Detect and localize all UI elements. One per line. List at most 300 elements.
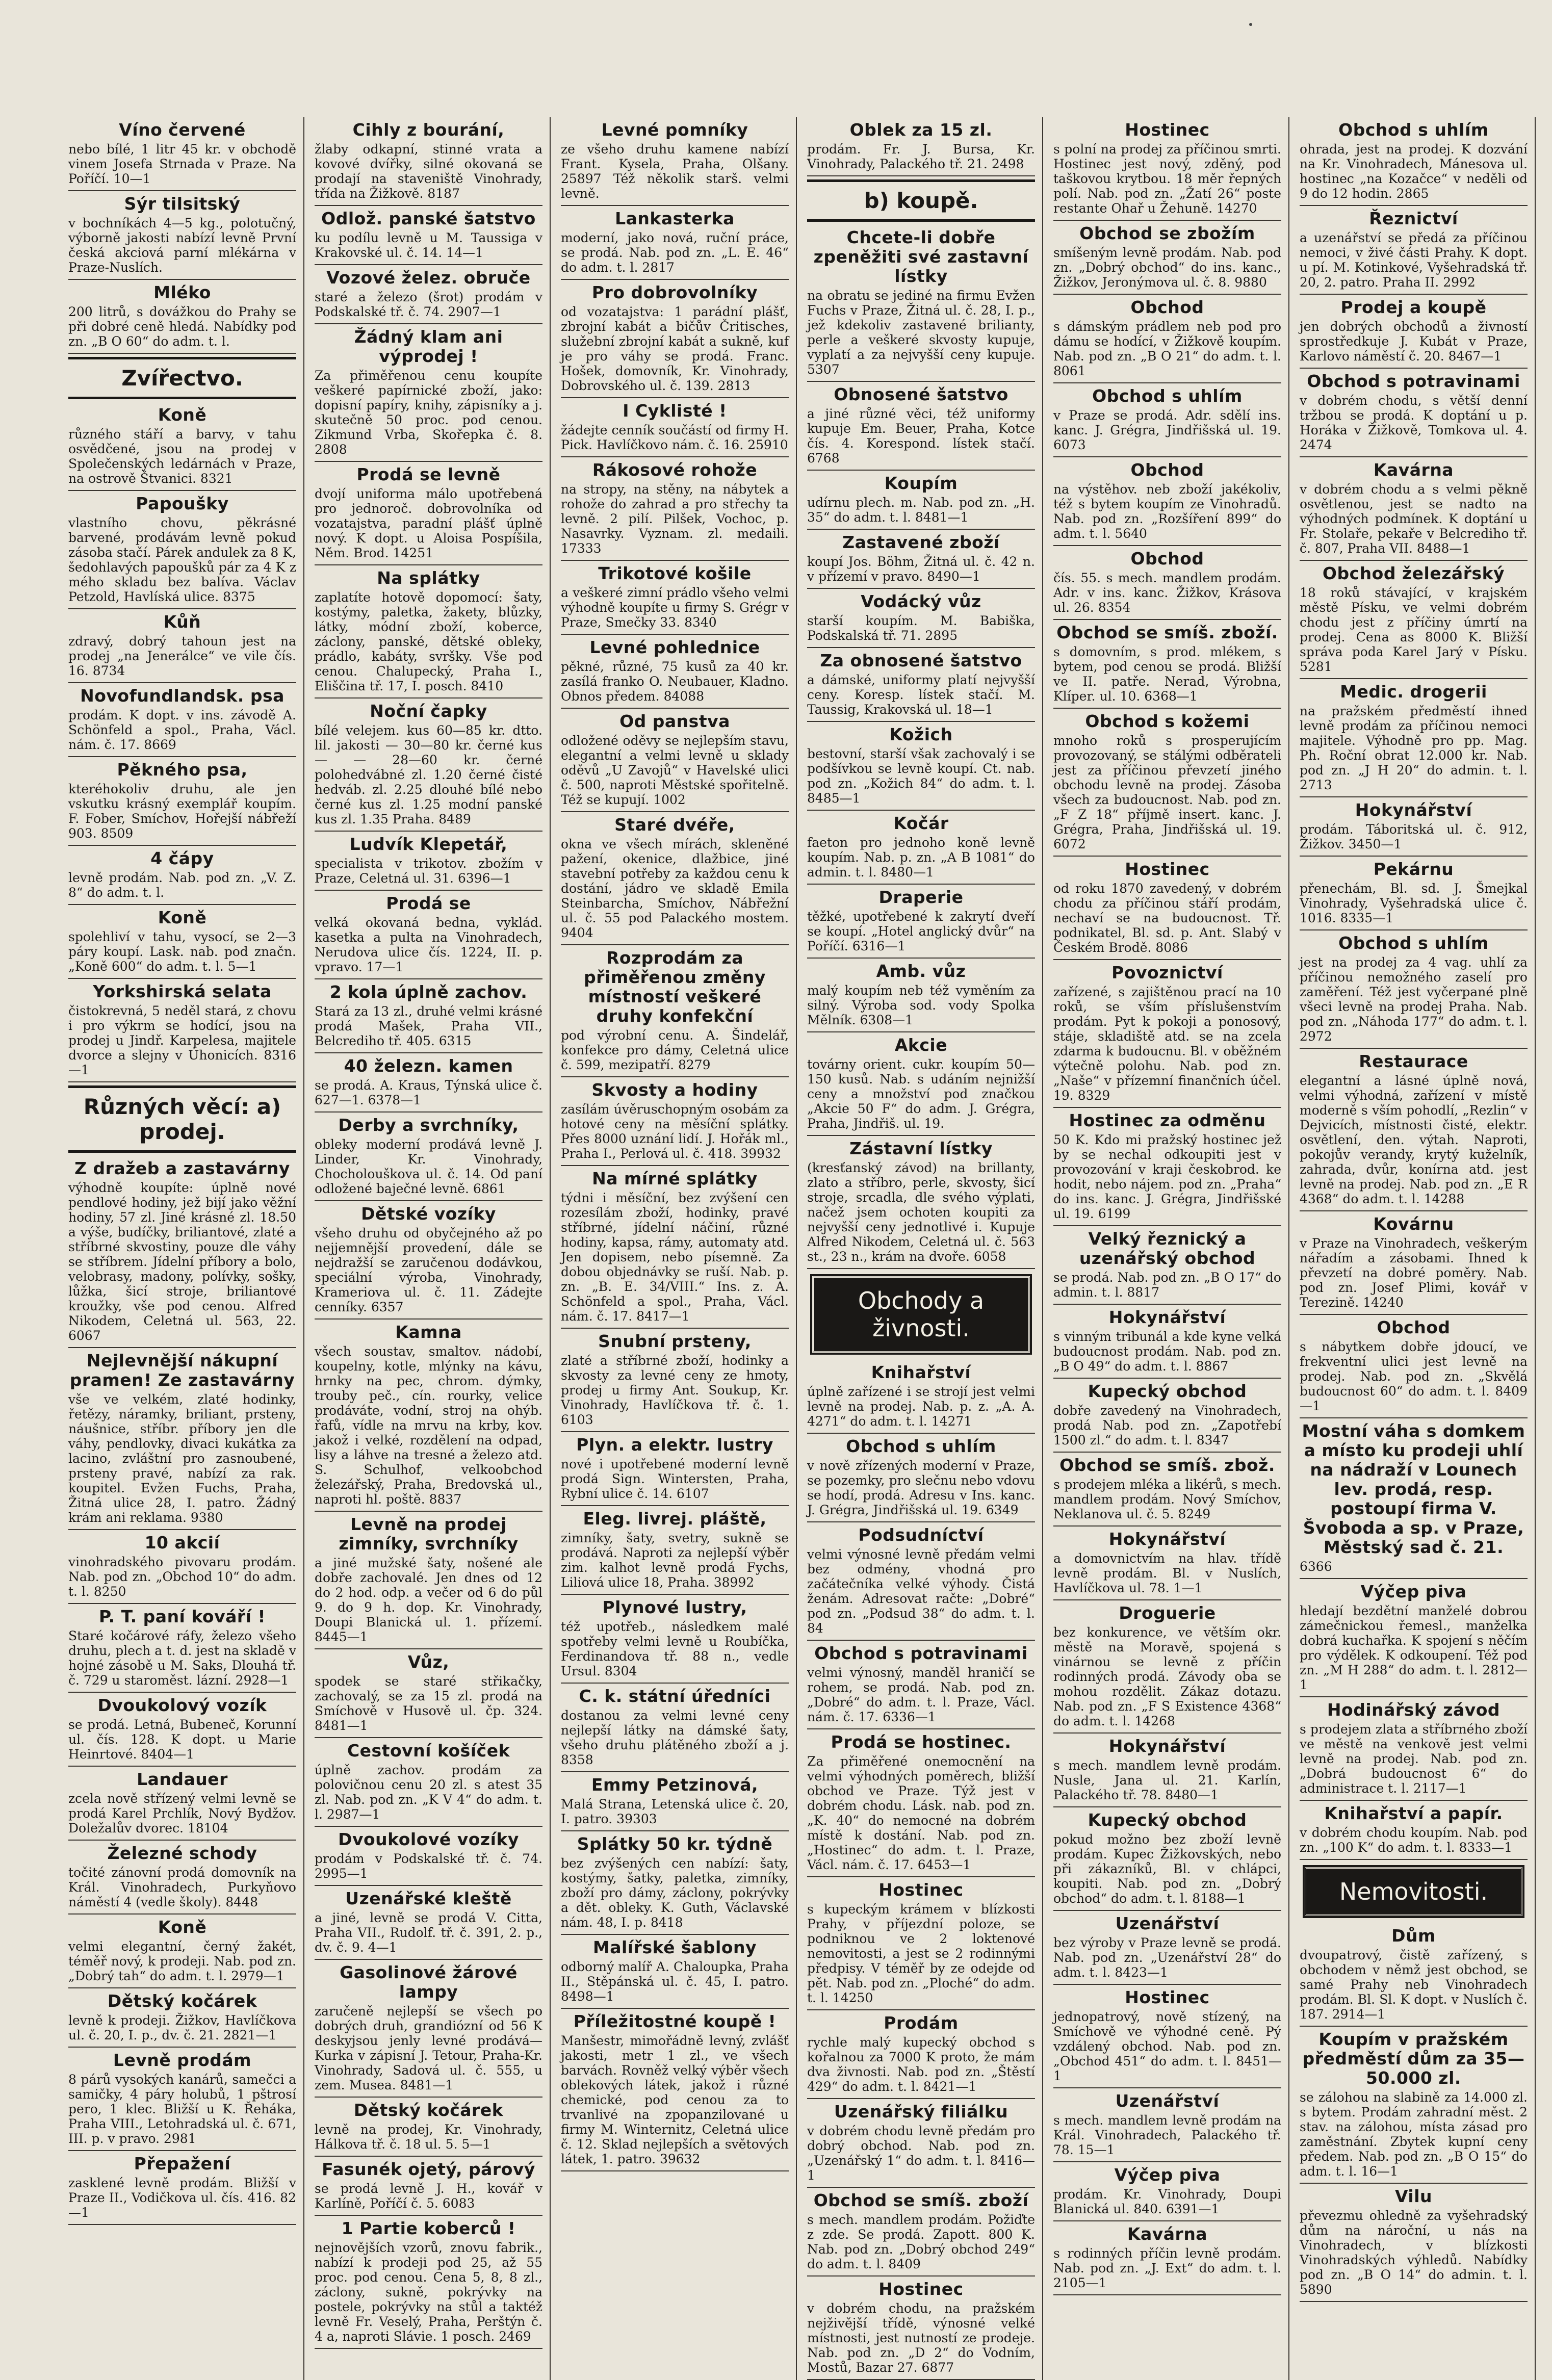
ad-title: Kupecký obchod <box>1088 1381 1247 1401</box>
classified-ad <box>315 1960 542 2098</box>
ad-title: Výčep piva <box>1114 2165 1221 2185</box>
ad-text: Za přiměřenou cenu koupíte veškeré papírnické zboží, jako: dopisní papíry, knihy, zápisníky a j. skutečně 50 proc. pod cenou. Zikmund Vrba, Skořepka č. 8. 2808 <box>315 368 542 457</box>
ad-text: pěkné, různé, 75 kusů za 40 kr. zasílá franko O. Neubauer, Kladno. Obnos předem. 84088 <box>561 659 789 704</box>
column-4 <box>800 117 1043 2380</box>
ad-title: Chcete-li dobře zpeněžiti své zastavní lístky <box>813 227 1029 286</box>
ad-title: Zastavené zboží <box>842 532 1000 552</box>
ad-text: a veškeré zimní prádlo všeho velmi výhodně koupíte u firmy S. Grégr v Praze, Smečky 33. 8340 <box>561 585 789 630</box>
ad-title: 1 Partie koberců ! <box>341 2218 516 2238</box>
ad-text: prodám. Táboritská ul. č. 912, Žižkov. 3450—1 <box>1300 822 1528 851</box>
classified-ad <box>68 1604 296 1693</box>
ad-text: přenechám, Bl. sd. J. Šmejkal Vinohrady, Vyšehradská ulice č. 1016. 8335—1 <box>1300 881 1528 925</box>
classified-ad <box>315 565 542 699</box>
ad-title: Obchod <box>1130 297 1204 317</box>
ad-title: Kožich <box>889 725 953 744</box>
section-heading: Zvířectvo. <box>68 357 296 399</box>
ad-title: Noční čapky <box>370 701 487 721</box>
ad-text: s mech. mandlem prodám. Požiďte z zde. Se prodá. Zapott. 800 K. Nab. pod zn. „Dobrý obchod 249“ do adm. t. l. 8409 <box>807 2212 1035 2271</box>
classified-ad <box>1300 561 1528 679</box>
classified-ad <box>561 709 789 812</box>
ad-title: Přepažení <box>134 2154 231 2174</box>
ad-title: Akcie <box>894 1035 948 1055</box>
classified-ad <box>1300 206 1528 295</box>
classified-ad <box>1300 1211 1528 1315</box>
classified-ad <box>561 1329 789 1432</box>
classified-ad <box>807 589 1035 648</box>
ad-text: v dobrém chodu, s větší denní tržbou se prodá. K doptání u p. Horáka v Žižkově, Tomkova ul. 4. 2474 <box>1300 393 1528 452</box>
classified-ad <box>315 832 542 891</box>
classified-ad <box>561 561 789 635</box>
classified-ad <box>561 635 789 709</box>
ad-title: Obchod <box>1130 460 1204 480</box>
ad-text: od vozatajstva: 1 parádní plášť, zbrojní kabát a bičův Čritisches, služební zbrojní kabát a sukně, kuf je pro váhy se prodá. Franc. Hošek, domovník, Kr. Vinohrady, Dobrovského ul. č. 139. 2813 <box>561 304 789 393</box>
classified-ad <box>561 2009 789 2171</box>
ad-text: a jiné, levně se prodá V. Citta, Praha VII., Rudolf. tř. č. 391, 2. p., dv. č. 9. 4—1 <box>315 1910 542 1955</box>
section-heading: Různých věcí: a) prodej. <box>68 1085 296 1153</box>
ad-text: 18 roků stávající, v krajském městě Písku, ve velmi dobrém chodu jest z příčiny úmrtí na prodej. Cena as 8000 K. Bližší správa poda Karel Jarý v Písku. 5281 <box>1300 585 1528 674</box>
ad-text: zdravý, dobrý tahoun jest na prodej „na Jenerálce“ ve vile čís. 16. 8734 <box>68 634 296 678</box>
column-6 <box>1292 117 1536 2380</box>
ad-title: 2 kola úplně zachov. <box>329 982 528 1002</box>
classified-ad <box>807 471 1035 530</box>
classified-ad <box>807 2010 1035 2099</box>
classified-ad <box>1053 620 1281 709</box>
classified-ad <box>1300 930 1528 1049</box>
ad-text: v dobrém chodu a s velmi pěkně osvětlenou, jest se nadto na výhodných podmínek. K doptání u Fr. Stolaře, pekaře v Belcrediho tř. č. 807, Praha VII. 8488—1 <box>1300 482 1528 556</box>
ad-title: Řeznictví <box>1369 209 1458 228</box>
classified-ad <box>561 1595 789 1684</box>
ad-text: odložené oděvy se nejlepším stavu, elegantní a velmi levně u sklady oděvů „U Zavojů“ v Havelské ulici č. 500, naproti Městské spořitelně. Též se kupují. 1002 <box>561 733 789 807</box>
ad-text: s prodejem zlata a stříbrného zboží ve městě na venkově jest velmi levně na prodej. Nab. pod zn. „Dobrá budoucnost 6“ do administrace t. l. 2117—1 <box>1300 1722 1528 1796</box>
ad-text: bílé velejem. kus 60—85 kr. dtto. lil. jakosti — 30—80 kr. černé kus — — 28—60 kr. černé polohedvábné zl. 1.20 černé čisté hedváb. zl. 2.25 dlouhé bílé nebo černé kus zl. 1.25 modní panské kus zl. 1.35 Praha. 8489 <box>315 723 542 826</box>
ad-text: čís. 55. s mech. mandlem prodám. Adr. v ins. kanc. Žižkov, Krásova ul. 26. 8354 <box>1053 571 1281 615</box>
classified-ad <box>315 1886 542 1960</box>
ad-text: zcela nově střízený velmi levně se prodá Karel Prchlík, Nový Bydžov. Doležalův dvorec. 18104 <box>68 1791 296 1835</box>
ad-title: Železné schody <box>107 1843 257 1863</box>
ad-title: Příležitostné koupě ! <box>573 2011 777 2031</box>
ad-text: všech soustav, smaltov. nádobí, koupelny, kotle, mlýnky na kávu, hrnky na pec, chrom. dýmky, trouby peč., cín. rourky, velice prodáváte, vodní, stroj na ohýb. řafů, vídle na mrvu na krby, kov. jakož i velké, rozdělení na odpad, lisy a láhve na tresné a železo atd. S. Schulhof, velkoobchod železářský, Praha, Bredovská ul., naproti hl. poště. 8837 <box>315 1344 542 1507</box>
classified-ad <box>68 1693 296 1767</box>
classified-ad <box>1300 1315 1528 1418</box>
ad-text: dobře zavedený na Vinohradech, prodá Nab. pod zn. „Zapotřebí 1500 zl.“ do adm. t. l. 8347 <box>1053 1403 1281 1447</box>
ad-title: Dětský kočárek <box>353 2100 504 2120</box>
ad-text: a jiné mužské šaty, nošené ale dobře zachovalé. Jen dnes od 12 do 2 hod. odp. a večer od 6 do půl 9. do 9 h. dop. Kr. Vinohrady, Doupi Blanická ul. 1. přízemí. 8445—1 <box>315 1556 542 1644</box>
ad-text: zaplatíte hotově dopomocí: šaty, kostýmy, paletka, žakety, blůzky, látky, módní zboží, koberce, záclony, panské, dětské obleky, prádlo, kabáty, svršky. Vše pod cenou. Chalupecký, Praha I., Eliščina tř. 17, I. posch. 8410 <box>315 590 542 693</box>
ad-text: 50 K. Kdo mi pražský hostinec jež by se nechal odkoupiti jest v provozování v kraji českobrod. ke hodit, nebo nájem. pod zn. „Praha“ do ins. kanc. J. Grégra, Jindřišské ul. 19. 6199 <box>1053 1132 1281 1221</box>
ad-title: Plyn. a elektr. lustry <box>576 1435 773 1455</box>
ad-title: Novofundlandsk. psa <box>80 686 284 706</box>
ad-title: Sýr tilsitský <box>124 194 241 214</box>
ad-title: Uzenářství <box>1115 2091 1220 2111</box>
ad-text: též upotřeb., následkem malé spotřeby velmi levně u Roubíčka, Ferdinandova tř. 88 n., vedle Ursul. 8304 <box>561 1619 789 1678</box>
ad-text: Manšestr, mimořádně levný, zvlášť jakosti, metr 1 zl., ve všech barvách. Rovněž velký výběr všech oblekových látek, jakož i různé chemické, pod cenou za to trvanlivé na zpopanzilované u firmy M. Winternitz, Celetná ulice č. 12. Sklad nejlepších a světových látek, 1. patro. 39632 <box>561 2033 789 2166</box>
classified-ad <box>807 225 1035 382</box>
ad-title: Papoušky <box>136 494 229 513</box>
classified-ad <box>1300 2027 1528 2184</box>
ad-text: vše ve velkém, zlaté hodinky, řetězy, náramky, briliant, prsteny, náušnice, stříbr. příbory jen dle váhy, pendlovky, divaci kukátka za lacino, zvláštní pro zasnoubené, prsteny pravé, nabízí za rak. koupitel. Evžen Fuchs, Praha, Žitná ulice 28, I. patro. Žádný krám ani reklama. 9380 <box>68 1392 296 1525</box>
classified-ad <box>807 2276 1035 2380</box>
column-5 <box>1046 117 1289 2380</box>
ad-text: nebo bílé, 1 litr 45 kr. v obchodě vinem Josefa Strnada v Praze. Na Poříčí. 10—1 <box>68 142 296 186</box>
ad-text: Stará za 13 zl., druhé velmi krásné prodá Mašek, Praha VII., Belcrediho tř. 405. 6315 <box>315 1004 542 1048</box>
ad-title: Prodej a koupě <box>1340 297 1487 317</box>
ad-text: s mech. mandlem levně prodám na Král. Vinohradech, Palackého tř. 78. 15—1 <box>1053 2113 1281 2157</box>
ad-title: Draperie <box>878 887 964 907</box>
ad-title: Levné pomníky <box>601 120 748 140</box>
ad-text: a domovnictvím na hlav. třídě levně prodám. Bl. v Nuslích, Havlíčkova ul. 78. 1—1 <box>1053 1551 1281 1595</box>
ad-text: ku podílu levně u M. Taussiga v Krakovské ul. č. 14. 14—1 <box>315 230 542 260</box>
ad-title: Hokynářství <box>1355 800 1472 820</box>
ad-title: Vilu <box>1394 2186 1433 2206</box>
ad-text: starší koupím. M. Babiška, Podskalská tř. 71. 2895 <box>807 613 1035 643</box>
ad-text: s polní na prodej za příčinou smrti. Hostinec jest nový, zděný, pod taškovou krytbou. 18 měr řepných polí. Nab. pod zn. „Žatí 26“ poste restante Ohař u Žehuně. 14270 <box>1053 142 1281 216</box>
ad-title: Na mírné splátky <box>592 1169 758 1188</box>
classified-ad <box>1300 1579 1528 1697</box>
ad-text: mnoho roků s prosperujícím provozovaný, se stálými odběrateli jest za příčinou převzetí jiného obchodu levně na prodej. Zásoba všech za budoucnost. Nab. pod zn. „F Z 18“ příjmě insert. kanc. J. Grégra, Praha, Jindřišská ul. 19. 6072 <box>1053 733 1281 851</box>
ad-text: koupí Jos. Böhm, Žitná ul. č. 42 n. v přízemí v pravo. 8490—1 <box>807 554 1035 584</box>
ad-text: úplně zachov. prodám za polovičnou cenu 20 zl. s atest 35 zl. Nab. pod zn. „K V 4“ do adm. t. l. 2987—1 <box>315 1763 542 1822</box>
classified-ad <box>1053 295 1281 383</box>
classified-ad <box>1053 2221 1281 2295</box>
classified-ad <box>315 462 542 565</box>
classified-ad <box>561 1506 789 1595</box>
ad-text: moderní, jako nová, ruční práce, se prodá. Nab. pod zn. „L. E. 46“ do adm. t. l. 2817 <box>561 230 789 275</box>
classified-ad <box>1300 679 1528 797</box>
ad-title: Vůz, <box>407 1652 450 1672</box>
ad-text: zaručeně nejlepší se všech po dobrých druh, grandiózní od 56 K deskyjsou jenly levné prodává—Kurka v zápisní J. Tetour, Praha-Kr. Vinohrady, Sadová ul. č. 555, u zem. Musea. 8481—1 <box>315 2004 542 2092</box>
classified-ad <box>561 1684 789 1772</box>
ad-title: Hokynářství <box>1108 1736 1226 1756</box>
ad-title: Knihařství <box>871 1362 971 1382</box>
ad-title: Hostinec <box>878 1880 964 1900</box>
classified-ad <box>68 280 296 354</box>
classified-ad <box>561 398 789 457</box>
classified-ad <box>1053 1108 1281 1226</box>
ad-title: Obchod se smíš. zboží. <box>1056 623 1278 642</box>
ad-title: Vodácký vůz <box>861 591 981 611</box>
ad-title: Kamna <box>395 1322 462 1342</box>
ad-text: s nábytkem dobře jdoucí, ve frekventní ulici jest levně na prodej. Nab. pod zn. „Skvělá budoucnost 60“ do adm. t. l. 8409—1 <box>1300 1339 1528 1413</box>
ad-title: Levné pohlednice <box>589 637 760 657</box>
classified-ad <box>68 1841 296 1915</box>
classified-ad <box>1053 457 1281 546</box>
classified-ad <box>1053 1734 1281 1807</box>
classified-ad <box>68 491 296 609</box>
classified-ad <box>807 2099 1035 2188</box>
ad-text: na výstěhov. neb zboží jakékoliv, též s bytem koupím ze Vinohradů. Nab. pod zn. „Rozšíření 899“ do adm. t. l. 5640 <box>1053 482 1281 541</box>
ad-title: Gasolinové žárové lampy <box>340 1962 518 2002</box>
ad-title: Medic. drogerii <box>1340 682 1487 702</box>
ad-title: Pěkného psa, <box>117 760 248 780</box>
classified-ad <box>1053 221 1281 295</box>
classified-ad <box>807 1434 1035 1522</box>
classified-ad <box>1053 1985 1281 2088</box>
ad-text: těžké, upotřebené k zakrytí dveří se koupí. „Hotel anglický dvůr“ na Poříčí. 6316—1 <box>807 909 1035 953</box>
ad-text: jen dobrých obchodů a živností sprostředkuje J. Kubát v Praze, Karlovo náměstí č. 20. 8467—1 <box>1300 319 1528 364</box>
classified-ad <box>1300 797 1528 857</box>
ad-title: Z dražeb a zastavárny <box>74 1158 290 1178</box>
classified-ad <box>315 117 542 206</box>
ad-text: od roku 1870 zavedený, v dobrém chodu za příčinou stáří prodám, nechaví se na budoucnost. Tř. podnikatel, Bl. sd. p. Ant. Slabý v Českém Brodě. 8086 <box>1053 881 1281 955</box>
ad-title: Ludvík Klepetář, <box>349 834 508 854</box>
ad-title: Obchod s potravinami <box>1307 371 1520 391</box>
ad-text: na obratu se jediné na firmu Evžen Fuchs v Praze, Žitná ul. č. 28, I. p., jež kdekoliv zastavené brilianty, perle a veškeré skvosty kupuje, vyplatí a za nejvyšší ceny kupuje. 5307 <box>807 288 1035 377</box>
ad-title: Hodinářský závod <box>1327 1700 1501 1720</box>
classified-ad <box>1053 1379 1281 1453</box>
ad-text: zasílám úvěruschopným osobám za hotové ceny na měsíční splátky. Přes 8000 uznání lidí. J. Hořák ml., Praha I., Perlová ul. č. 418. 39932 <box>561 1102 789 1161</box>
classified-ad <box>1300 1923 1528 2027</box>
classified-ad <box>68 2048 296 2151</box>
ad-text: pokud možno bez zboží levně prodám. Kupec Žižkovských, nebo při zákazníků, Bl. v chlápci, koupiti. Nab. pod zn. „Dobrý obchod“ do adm. t. l. 8188—1 <box>1053 1832 1281 1906</box>
classified-ad <box>315 1827 542 1886</box>
ad-text: specialista v trikotov. zbožím v Praze, Celetná ul. 31. 6396—1 <box>315 856 542 886</box>
ad-text: a jiné různé věci, též uniformy kupuje Em. Beuer, Praha, Kotce čís. 4. Korespond. lístek stačí. 6768 <box>807 406 1035 465</box>
ad-title: Na splátky <box>377 568 480 588</box>
ad-title: Obchod s uhlím <box>1338 933 1489 953</box>
ad-text: ohrada, jest na prodej. K dozvání na Kr. Vinohradech, Mánesova ul. hostinec „na Kozačce“ v neděli od 9 do 12 hodin. 2865 <box>1300 142 1528 201</box>
classified-ad <box>807 1032 1035 1136</box>
ad-text: a uzenářství se předá za příčinou nemoci, v živé části Prahy. K dopt. u pí. M. Kotinkové, Vyšehradská tř. 20, 2. patro. Praha II. 2992 <box>1300 230 1528 290</box>
ad-title: Kavárna <box>1127 2224 1208 2244</box>
classified-ad <box>561 206 789 280</box>
ad-title: Dům <box>1391 1926 1436 1946</box>
classified-ad <box>1053 960 1281 1108</box>
ad-text: v Praze na Vinohradech, veškerým nářadím a zásobami. Ihned k převzetí na dobré poměry. Nab. pod zn. Josef Plimi, kovář v Terezině. 14240 <box>1300 1236 1528 1310</box>
classified-ad <box>68 683 296 757</box>
ad-text: s rodinných příčin levně prodám. Nab. pod zn. „J. Ext“ do adm. t. l. 2105—1 <box>1053 2246 1281 2290</box>
ad-title: Nejlevnější nákupní pramen! Ze zastavárny <box>69 1351 295 1390</box>
ad-text: s vinným tribunál a kde kyne velká budoucnost prodám. Nab. pod zn. „B O 49“ do adm. t. l. 8867 <box>1053 1329 1281 1374</box>
ad-text: bestovní, starší však zachovalý i se podšívkou se levně koupí. Ct. nab. pod zn. „Kožich 84“ do adm. t. l. 8485—1 <box>807 746 1035 806</box>
classified-ad <box>315 1320 542 1512</box>
ad-title: Koně <box>158 405 207 425</box>
classified-ad <box>1053 1305 1281 1379</box>
ad-title: Dvoukolový vozík <box>97 1695 267 1715</box>
classified-ad <box>315 1053 542 1113</box>
ad-title: Splátky 50 kr. týdně <box>577 1834 773 1854</box>
ad-title: Koupím v pražském předměstí dům za 35—50.000 zl. <box>1302 2029 1525 2088</box>
ad-title: Vozové želez. obruče <box>326 268 531 288</box>
classified-ad <box>68 905 296 979</box>
ad-title: Obchod se zbožím <box>1079 223 1255 243</box>
classified-ad <box>561 1935 789 2009</box>
classified-ad <box>68 609 296 683</box>
classified-ad <box>315 2157 542 2216</box>
ad-title: 40 železn. kamen <box>344 1056 513 1076</box>
ad-text: bez konkurence, ve větším okr. městě na Moravě, spojená s vinárnou se levně z příčin rodinných prodá. Závody oba se mohou rozdělit. Zákaz dotazu. Nab. pod zn. „F S Existence 4368“ do adm. t. l. 14268 <box>1053 1625 1281 1728</box>
classified-ad <box>561 1166 789 1329</box>
ad-title: Pekárnu <box>1373 859 1454 879</box>
ad-text: bez výroby v Praze levně se prodá. Nab. pod zn. „Uzenářství 28“ do adm. t. l. 8423—1 <box>1053 1935 1281 1980</box>
ad-title: Pro dobrovolníky <box>591 282 758 302</box>
ad-text: s dámským prádlem neb pod pro dámu se hodící, v Žižkově koupím. Nab. pod zn. „B O 21“ do adm. t. l. 8061 <box>1053 319 1281 378</box>
ad-text: na pražském předměstí ihned levně prodám za příčinou nemoci majitele. Výhodně pro pp. Mag. Ph. Roční obrat 12.000 kr. Nab. pod zn. „J H 20“ do admin. t. l. 2713 <box>1300 704 1528 792</box>
ad-text: Malá Strana, Letenská ulice č. 20, I. patro. 39303 <box>561 1797 789 1826</box>
classified-ad <box>561 457 789 561</box>
classified-ad <box>315 265 542 324</box>
ad-text: prodám v Podskalské tř. č. 74. 2995—1 <box>315 1851 542 1881</box>
ad-title: Yorkshirská selata <box>93 981 272 1001</box>
ad-title: Hokynářství <box>1108 1529 1226 1549</box>
ad-title: Staré dvéře, <box>614 815 735 835</box>
classified-ad <box>315 699 542 832</box>
ad-text: továrny orient. cukr. koupím 50—150 kusů. Nab. s udáním nejnižší ceny a množství pod značkou „Akcie 50 F“ do adm. J. Grégra, Praha, Jindřiš. ul. 19. <box>807 1057 1035 1131</box>
ad-title: Hostinec <box>1125 859 1210 879</box>
classified-ad <box>1053 857 1281 960</box>
column-1 <box>61 117 304 2380</box>
ad-title: Hostinec <box>878 2279 964 2299</box>
ad-text: v Praze se prodá. Adr. sdělí ins. kanc. J. Grégra, Jindřišská ul. 19. 6073 <box>1053 408 1281 452</box>
ad-title: Žádný klam ani výprodej ! <box>354 327 503 366</box>
ad-title: Víno červené <box>119 120 246 140</box>
ad-title: Obchod s uhlím <box>846 1436 996 1456</box>
classified-ad <box>315 324 542 462</box>
classified-ad <box>315 206 542 265</box>
classified-ad <box>807 2188 1035 2276</box>
ad-title: Knihařství a papír. <box>1324 1803 1503 1823</box>
classified-ad <box>315 1512 542 1649</box>
ad-text: okna ve všech mírách, skleněné pažení, okenice, dlažbice, jiné stavební potřeby za každou cenu k dostání, jádro ve skladě Emila Steinbarcha, Smíchov, Nábřežní ul. č. 55 pod Palackého mostem. 9404 <box>561 837 789 940</box>
ad-text: různého stáří a barvy, v tahu osvědčené, jsou na prodej v Společenských ledárnách v Praze, na ostrově Štvanici. 8321 <box>68 427 296 486</box>
ad-title: C. k. státní úředníci <box>579 1686 771 1706</box>
ad-title: Uzenářský filiálku <box>834 2102 1008 2122</box>
ad-title: Obchod s uhlím <box>1092 386 1243 406</box>
classified-ad <box>315 891 542 979</box>
ad-title: Prodá se hostinec. <box>831 1732 1012 1752</box>
classified-ad <box>807 885 1035 959</box>
classified-ad <box>68 757 296 846</box>
ad-text: žádejte cenník součástí od firmy H. Pick. Havlíčkovo nám. č. 16. 25910 <box>561 423 789 452</box>
ad-title: Obchod železářský <box>1322 563 1505 583</box>
classified-ad <box>1300 1049 1528 1211</box>
ad-title: Uzenářství <box>1115 1913 1220 1933</box>
classified-ad <box>1053 383 1281 457</box>
category-banner: Obchody a živnosti. <box>812 1276 1030 1353</box>
ad-text: staré a železo (šrot) prodám v Podskalské tř. č. 74. 2907—1 <box>315 290 542 319</box>
ad-title: Koupím <box>884 473 958 493</box>
classified-ad <box>807 811 1035 885</box>
ad-title: Hostinec <box>1125 120 1210 140</box>
ad-text: (kresťanský závod) na brillanty, zlato a stříbro, perle, skvosty, šicí stroje, srcadla, dle svého výplati, načež jsem ochoten koupiti za nejvyšší ceny jednotlivé i. Kupuje Alfred Nikodem, Celetná ul. č. 563 st., 23 n., krám na dvoře. 6058 <box>807 1160 1035 1264</box>
ad-text: vlastního chovu, pěkrásné barvené, prodávám levně pokud zásoba stačí. Párek andulek za 8 K, šedohlavých papoušků pár za 4 K z mého skladu bez balíva. Václav Petzold, Havlíská ulice. 8375 <box>68 515 296 604</box>
classified-ad <box>68 1767 296 1841</box>
ad-title: Obchod se smíš. zbož. <box>1059 1455 1275 1475</box>
ad-text: levně prodám. Nab. pod zn. „V. Z. 8“ do adm. t. l. <box>68 870 296 900</box>
ad-title: Prodám <box>884 2013 959 2033</box>
ad-text: prodám. Fr. J. Bursa, Kr. Vinohrady, Palackého tř. 21. 2498 <box>807 142 1035 171</box>
ad-text: s mech. mandlem levně prodám. Nusle, Jana ul. 21. Karlín, Palackého tř. 78. 8480—1 <box>1053 1758 1281 1802</box>
ad-text: udírnu plech. m. Nab. pod zn. „H. 35“ do adm. t. l. 8481—1 <box>807 495 1035 525</box>
ad-title: Derby a svrchníky, <box>338 1115 519 1135</box>
page-speck <box>1249 23 1252 26</box>
ad-title: Trikotové košile <box>598 563 752 583</box>
classified-ad <box>1300 2184 1528 2302</box>
ad-text: dvoupatrový, čistě zařízený, s obchodem v němž jest obchod, se samé Prahy neb Vinohradech prodám. Bl. Sl. K dopt. v Nuslích č. 187. 2914—1 <box>1300 1948 1528 2022</box>
ad-title: Skvosty a hodiny <box>591 1080 758 1100</box>
ad-text: Staré kočárové ráfy, železo všeho druhu, plech a t. d. jest na skladě v hojné zásobě u M. Saks, Dlouhá tř. č. 729 u staroměst. lázní. 2928—1 <box>68 1628 296 1688</box>
ad-text: týdni i měsíční, bez zvýšení cen rozesílám zboží, hodinky, pravé stříbrné, jídelní náčiní, různé hodiny, kapsa, rámy, automaty atd. Jen dopisem, nebo písemně. Za dobou objednávky se ruší. Nab. p. zn. „B. E. 34/VIII.“ Ins. z. A. Schönfeld a spol., Praha, Václ. nám. č. 17. 8417—1 <box>561 1191 789 1324</box>
ad-text: rychle malý kupecký obchod s kořalnou za 7000 K proto, že mám dva živnosti. Nab. pod zn. „Štěstí 429“ do adm. t. l. 8421—1 <box>807 2035 1035 2094</box>
classified-ad <box>68 1915 296 1988</box>
classified-ad <box>1053 546 1281 620</box>
ad-title: Emmy Petzinová, <box>591 1775 759 1795</box>
ad-title: I Cyklisté ! <box>623 401 727 421</box>
ad-text: s prodejem mléka a likérů, s mech. mandlem prodám. Nový Smíchov, Neklanova ul. č. 5. 8249 <box>1053 1477 1281 1521</box>
ad-title: Restaurace <box>1359 1051 1468 1071</box>
ad-title: Kočár <box>893 813 949 833</box>
classified-ad <box>561 1831 789 1935</box>
ad-text: s domovním, s prod. mlékem, s bytem, pod cenou se prodá. Bližší ve II. patře. Nerad, Výrobna, Klíper. ul. 10. 6368—1 <box>1053 644 1281 704</box>
classified-ad <box>1053 1911 1281 1985</box>
ad-title: Cihly z bourání, <box>352 120 505 140</box>
classified-ad <box>68 117 296 191</box>
classified-ad <box>807 1522 1035 1641</box>
ad-title: Kupecký obchod <box>1088 1810 1247 1830</box>
ad-text: točité zánovní prodá domovník na Král. Vinohradech, Purkyňovo náměstí 4 (vedle školy). 8448 <box>68 1865 296 1909</box>
classified-ad <box>315 979 542 1053</box>
classified-ad <box>1300 457 1528 561</box>
ad-title: Prodá se levně <box>356 464 501 484</box>
classified-ad <box>68 979 296 1082</box>
ad-text: prodám. Kr. Vinohrady, Doupi Blanická ul. 840. 6391—1 <box>1053 2187 1281 2216</box>
ad-title: Povoznictví <box>1111 963 1223 982</box>
ad-title: Hostinec <box>1125 1987 1210 2007</box>
classified-ad <box>807 117 1035 176</box>
classified-ad <box>315 1201 542 1320</box>
classified-ad <box>807 1360 1035 1434</box>
ad-title: Dětské vozíky <box>361 1204 496 1224</box>
ad-text: elegantní a lásné úplně nová, velmi výhodná, zařízení v místě moderně s vším pohodlí, „Rezlin“ v Dejvicích, místnosti čisté, elektr. osvětlení, den. výtah. Naproti, pokojův verandy, krytý kuželník, zahrada, dvůr, konírna atd. jest levně na prodej. Nab. pod zn. „E R 4368“ do adm. t. l. 14288 <box>1300 1073 1528 1206</box>
ad-text: dostanou za velmi levné ceny nejlepší látky na dámské šaty, všeho druhu plátěného zboží a j. 8358 <box>561 1708 789 1767</box>
ad-title: Cestovní košíček <box>347 1741 510 1761</box>
ad-text: a dámské, uniformy platí nejvyšší ceny. Koresp. lístek stačí. M. Taussig, Krakovská ul. 18—1 <box>807 672 1035 717</box>
ad-title: Mostní váha s domkem a místo ku prodeji uhlí na nádraží v Lounech lev. prodá, resp. postoupí firma V. Švoboda a sp. v Praze, Městský sad č. 21. <box>1302 1421 1525 1557</box>
ad-title: Obchod <box>1130 549 1204 568</box>
ad-title: Kavárna <box>1373 460 1454 480</box>
ad-text: smíšeným levně prodám. Nab. pod zn. „Dobrý obchod“ do ins. kanc., Žižkov, Jeronýmova ul. č. 8. 9880 <box>1053 245 1281 290</box>
classified-ad <box>315 2216 542 2349</box>
classified-ad <box>561 1772 789 1831</box>
ad-title: Rozprodám za přiměřenou změny místností veškeré druhy konfekční <box>584 948 766 1026</box>
ad-title: Obchod s kožemi <box>1085 711 1250 731</box>
classified-ad <box>1053 2088 1281 2162</box>
ad-title: P. T. paní kováří ! <box>99 1607 266 1626</box>
ad-text: zimníky, šaty, svetry, sukně se prodává. Naproti za nejlepší výběr zim. kalhot levně prodá Fychs, Liliová ulice 18, Praha. 38992 <box>561 1531 789 1590</box>
ad-text: čistokrevná, 5 neděl stará, z chovu i pro výkrm se hodící, jsou na prodej u Jindř. Karpelesa, majitele dvorce a slejny v Úhonicích. 8316—1 <box>68 1003 296 1077</box>
ad-title: Obnosené šatstvo <box>834 384 1008 404</box>
classified-ad <box>68 1156 296 1348</box>
ad-text: velká okovaná bedna, vyklád. kasetka a pulta na Vinohradech, Nerudova ulice čís. 1224, II. p. vpravo. 17—1 <box>315 915 542 974</box>
ad-title: Od panstva <box>619 711 730 731</box>
category-banner: Nemovitosti. <box>1305 1867 1522 1916</box>
ad-text: spolehliví v tahu, vysocí, se 2—3 páry koupí. Lask. nab. pod značn. „Koně 600“ do adm. t. l. 5—1 <box>68 929 296 974</box>
ad-text: faeton pro jednoho koně levně koupím. Nab. p. zn. „A B 1081“ do admin. t. l. 8480—1 <box>807 835 1035 879</box>
classified-ad <box>315 1649 542 1738</box>
ad-title: Landauer <box>137 1769 228 1789</box>
ad-title: Levně prodám <box>113 2050 252 2070</box>
ad-text: zasklené levně prodám. Bližší v Praze II., Vodičkova ul. čís. 416. 82—1 <box>68 2176 296 2220</box>
ad-title: Velký řeznický a uzenářský obchod <box>1079 1229 1256 1268</box>
classified-ad <box>1053 2162 1281 2221</box>
ad-text: velmi výnosný, manděl hraničí se rohem, se prodá. Nab. pod zn. „Dobré“ do adm. t. l. Praze, Václ. nám. č. 17. 6336—1 <box>807 1665 1035 1724</box>
classified-ad <box>561 117 789 206</box>
ad-title: Droguerie <box>1119 1603 1216 1623</box>
ad-text: nejnovějších vzorů, znovu fabrik., nabízí k prodeji pod 25, až 55 proc. pod cenou. Cena 5, 8, 8 zl., záclony, sukně, pokrývky na postele, pokrývky na stůl a taktéž levně Fr. Veselý, Praha, Perštýn č. 4 a, naproti Slávie. 1 posch. 2469 <box>315 2240 542 2344</box>
ad-title: Kůň <box>163 612 201 632</box>
ad-title: Obchod se smíš. zboží <box>813 2190 1029 2210</box>
ad-title: Mléko <box>153 282 211 302</box>
ad-text: dvojí uniforma málo upotřebená pro jednoroč. dobrovolníka od vozatajstva, paradní plášť úplně nový. K dopt. u Aloisa Pospíšila, Něm. Brod. 14251 <box>315 486 542 560</box>
